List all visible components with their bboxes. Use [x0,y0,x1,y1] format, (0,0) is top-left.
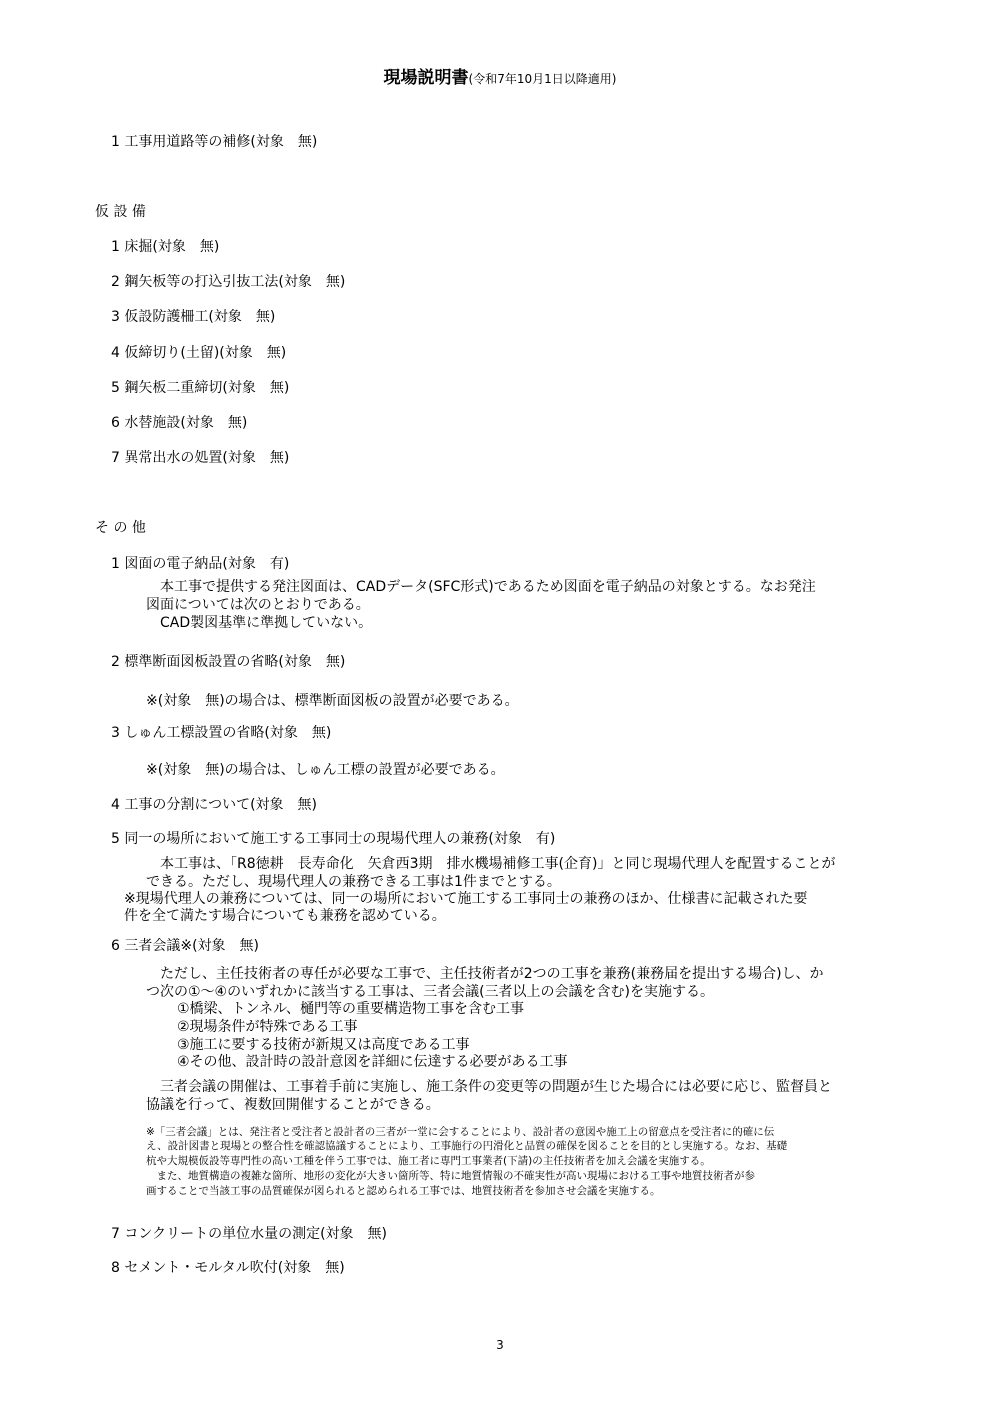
sonota-item-4: 4 工事の分割について(対象 無) [111,797,318,813]
item6-footnote-line: 画することで当該工事の品質確保が図られると認められる工事では、地質技術者を参加させ会議を実施する。 [146,1185,661,1197]
kasetsu-item: 2 鋼矢板等の打込引抜工法(対象 無) [111,274,346,290]
item6-condition: ①橋梁、トンネル、樋門等の重要構造物工事を含む工事 [177,1001,525,1017]
kasetsu-item: 7 異常出水の処置(対象 無) [111,450,290,466]
item6-after-line: 三者会議の開催は、工事着手前に実施し、施工条件の変更等の問題が生じた場合には必要に応じ、監督員と [146,1079,832,1095]
item6-footnote-line: ※「三者会議」とは、発注者と受注者と設計者の三者が一堂に会することにより、設計者の意図や施工上の留意点を受注者に的確に伝 [146,1126,775,1138]
item5-line: できる。ただし、現場代理人の兼務できる工事は1件までとする。 [146,874,561,890]
sonota-item-5: 5 同一の場所において施工する工事同士の現場代理人の兼務(対象 有) [111,831,556,847]
kasetsu-item: 4 仮締切り(土留)(対象 無) [111,345,287,361]
item6-footnote-line: え、設計図書と現場との整合性を確認協議することにより、工事施行の円滑化と品質の確保を図ることを目的とし実施する。なお、基礎 [146,1140,788,1152]
item3-note: ※(対象 無)の場合は、しゅん工標の設置が必要である。 [146,762,505,778]
sonota-item-8: 8 セメント・モルタル吹付(対象 無) [111,1260,345,1276]
kasetsu-item: 5 鋼矢板二重締切(対象 無) [111,380,290,396]
item6-condition: ②現場条件が特殊である工事 [177,1019,358,1035]
sonota-item-7: 7 コンクリートの単位水量の測定(対象 無) [111,1226,388,1242]
page-number: 3 [496,1338,504,1352]
item1-line: 本工事で提供する発注図面は、CADデータ(SFC形式)であるため図面を電子納品の対象とする。なお発注 [146,579,816,595]
item6-footnote-line: 杭や大規模仮設等専門性の高い工種を伴う工事では、施工者に専門工事業者(下請)の主任技術者を加え会議を実施する。 [146,1155,711,1167]
section-heading-kasetsu: 仮 設 備 [95,204,146,220]
item6-intro-line: ただし、主任技術者の専任が必要な工事で、主任技術者が2つの工事を兼務(兼務届を提出する場合)し、か [146,966,824,982]
item5-line: 本工事は、「R8徳耕 長寿命化 矢倉西3期 排水機場補修工事(企育)」と同じ現場代理人を配置することが [146,856,836,872]
item6-condition: ③施工に要する技術が新規又は高度である工事 [177,1037,470,1053]
item6-footnote-line: また、地質構造の複雑な箇所、地形の変化が大きい箇所等、特に地質情報の不確実性が高い現場における工事や地質技術者が参 [146,1170,755,1182]
item1-line: 図面については次のとおりである。 [146,597,370,613]
page-title [0,63,1000,88]
item5-note-line: 件を全て満たす場合についても兼務を認めている。 [124,908,446,924]
sonota-item-6: 6 三者会議※(対象 無) [111,938,260,954]
kasetsu-item: 6 水替施設(対象 無) [111,415,248,431]
section-heading-sonota: そ の 他 [95,520,146,536]
item2-note: ※(対象 無)の場合は、標準断面図板の設置が必要である。 [146,693,519,709]
kasetsu-item: 1 床掘(対象 無) [111,239,220,255]
title-sub: (令和7年10月1日以降適用) [468,72,617,86]
sonota-item-2: 2 標準断面図板設置の省略(対象 無) [111,654,346,670]
item5-note-line: ※現場代理人の兼務については、同一の場所において施工する工事同士の兼務のほか、仕様書に記載された要 [124,891,808,907]
title-main: 現場説明書 [383,68,469,88]
item1-line: CAD製図基準に準拠していない。 [146,615,373,631]
item6-after-line: 協議を行って、複数回開催することができる。 [146,1097,440,1113]
item6-condition: ④その他、設計時の設計意図を詳細に伝達する必要がある工事 [177,1054,568,1070]
sonota-item-1: 1 図面の電子納品(対象 有) [111,556,290,572]
top-item: 1 工事用道路等の補修(対象 無) [111,134,318,150]
kasetsu-item: 3 仮設防護柵工(対象 無) [111,309,276,325]
item6-intro-line: つ次の①～④のいずれかに該当する工事は、三者会議(三者以上の会議を含む)を実施する。 [146,984,715,1000]
sonota-item-3: 3 しゅん工標設置の省略(対象 無) [111,725,332,741]
